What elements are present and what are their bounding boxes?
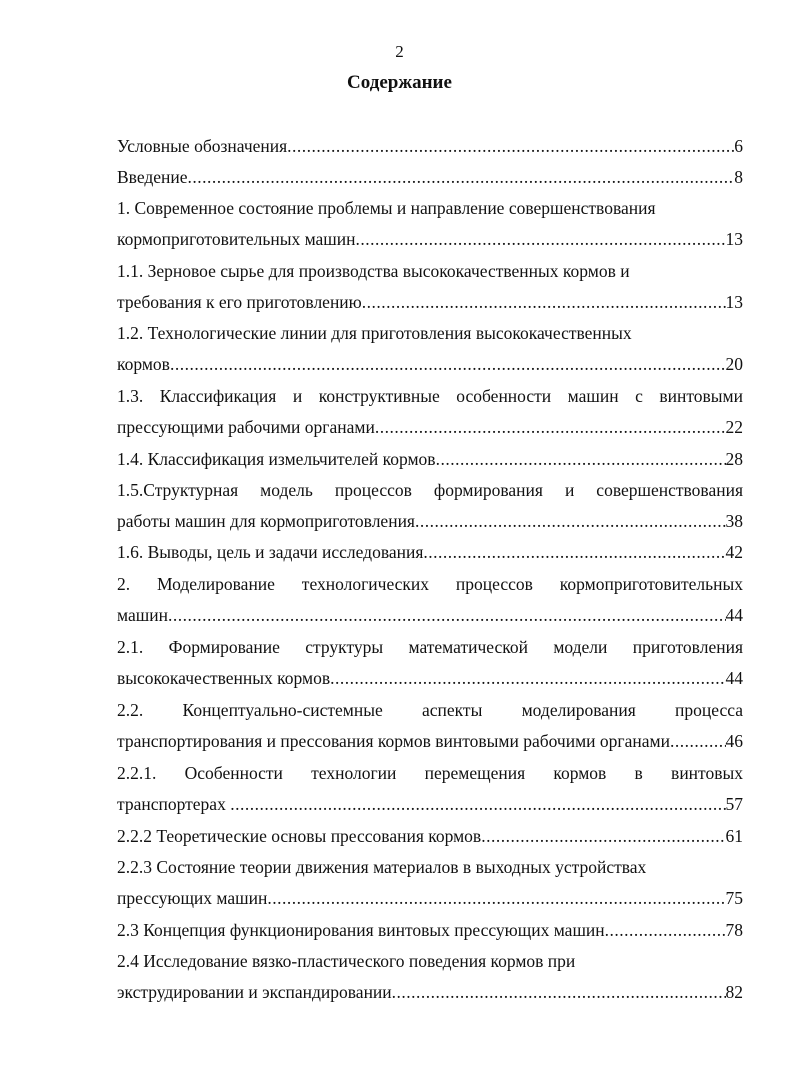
toc-page: 13 — [725, 229, 743, 249]
toc-line — [117, 135, 743, 157]
toc-line — [117, 166, 743, 188]
toc-line — [117, 981, 743, 1003]
toc-line — [117, 730, 743, 752]
toc-page: 22 — [725, 417, 743, 437]
toc-leader — [670, 730, 726, 752]
toc-leader — [415, 510, 726, 532]
toc-text: машин — [117, 605, 168, 625]
toc-line: 1.2. Технологические линии для приготовления высококачественных — [117, 323, 632, 343]
toc-page: 28 — [725, 449, 743, 469]
toc-line — [117, 887, 743, 909]
toc-line: 2.2.3 Состояние теории движения материалов в выходных устройствах — [117, 857, 647, 877]
toc-leader — [330, 667, 725, 689]
toc-leader — [375, 416, 726, 438]
toc-text: транспортерах — [117, 794, 231, 814]
toc-text: экструдировании и экспандировании — [117, 982, 392, 1002]
toc-line — [117, 510, 743, 532]
toc-text: Условные обозначения — [117, 136, 288, 156]
toc-page: 38 — [725, 511, 743, 531]
toc-line — [117, 919, 743, 941]
toc-page: 13 — [725, 292, 743, 312]
toc-line: 2.2.1. Особенности технологии перемещения кормов в винтовых — [117, 763, 743, 783]
toc-line — [117, 353, 743, 375]
toc-line: 1. Современное состояние проблемы и направление совершенствования — [117, 198, 656, 218]
toc-page: 78 — [725, 920, 743, 940]
toc-line: 2.2. Концептуально-системные аспекты моделирования процесса — [117, 700, 743, 720]
toc-text: 1.6. Выводы, цель и задачи исследования — [117, 542, 424, 562]
toc-line — [117, 228, 743, 250]
toc-page: 42 — [725, 542, 743, 562]
toc-line — [117, 291, 743, 313]
toc-line: 1.1. Зерновое сырье для производства высококачественных кормов и — [117, 261, 630, 281]
toc-line — [117, 604, 743, 626]
toc-text: 2.2.2 Теоретические основы прессования кормов — [117, 826, 482, 846]
toc-page: 20 — [725, 354, 743, 374]
toc-page: 44 — [725, 605, 743, 625]
toc-leader — [392, 981, 726, 1003]
toc-text: высококачественных кормов — [117, 668, 331, 688]
toc-title: Содержание — [347, 72, 452, 93]
toc-page: 61 — [725, 826, 743, 846]
toc-text: Введение — [117, 167, 188, 187]
toc-text: прессующих машин — [117, 888, 268, 908]
toc-page: 6 — [734, 136, 743, 156]
toc-line — [117, 793, 743, 815]
toc-text: 2.3 Концепция функционирования винтовых прессующих машин — [117, 920, 605, 940]
toc-line — [117, 667, 743, 689]
toc-page: 82 — [725, 982, 743, 1002]
toc-leader — [267, 887, 725, 909]
toc-line — [117, 448, 743, 470]
toc-page: 44 — [725, 668, 743, 688]
toc-text: прессующими рабочими органами — [117, 417, 375, 437]
toc-page: 57 — [725, 794, 743, 814]
toc-line: 1.5.Структурная модель процессов формирования и совершенствования — [117, 480, 743, 500]
toc-leader — [362, 291, 726, 313]
toc-text: 1.4. Классификация измельчителей кормов — [117, 449, 436, 469]
toc-line — [117, 416, 743, 438]
toc-line: 2. Моделирование технологических процессов кормоприготовительных — [117, 574, 743, 594]
toc-leader — [356, 228, 726, 250]
toc-text: работы машин для кормоприготовления — [117, 511, 415, 531]
toc-leader — [287, 135, 734, 157]
toc-text: кормов — [117, 354, 170, 374]
toc-leader — [481, 825, 725, 847]
toc-text: кормоприготовительных машин — [117, 229, 356, 249]
toc-page: 8 — [734, 167, 743, 187]
toc-leader — [423, 541, 725, 563]
toc-line — [117, 541, 743, 563]
toc-line: 2.1. Формирование структуры математической модели приготовления — [117, 637, 743, 657]
toc-page: 46 — [725, 731, 743, 751]
toc-leader — [188, 166, 735, 188]
page-number: 2 — [395, 42, 404, 61]
toc-leader — [168, 604, 726, 626]
toc-text: требования к его приготовлению — [117, 292, 362, 312]
toc-leader — [230, 793, 725, 815]
toc-line: 1.3. Классификация и конструктивные особенности машин с винтовыми — [117, 386, 743, 406]
toc-leader — [170, 353, 726, 375]
toc-line: 2.4 Исследование вязко-пластического поведения кормов при — [117, 951, 576, 971]
toc-text: транспортирования и прессования кормов винтовыми рабочими органами — [117, 731, 670, 751]
toc-page: 75 — [725, 888, 743, 908]
toc-leader — [436, 448, 726, 470]
toc-line — [117, 825, 743, 847]
toc-leader — [605, 919, 726, 941]
